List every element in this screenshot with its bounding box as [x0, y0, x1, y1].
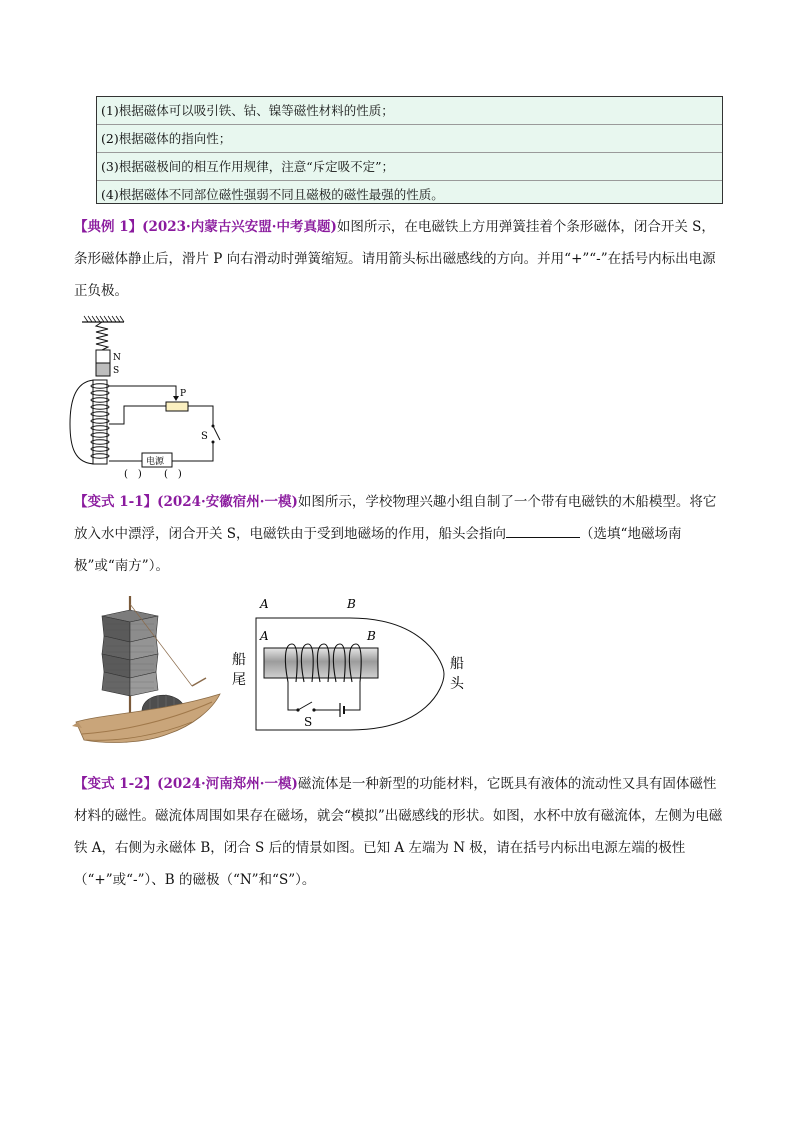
magnet-n-label: N — [113, 353, 121, 363]
switch-s-label: S — [201, 431, 208, 442]
variant2-tag: 【变式 1-2】(2024·河南郑州·一模) — [74, 776, 298, 792]
example1-tag: 【典例 1】(2023·内蒙古兴安盟·中考真题) — [74, 219, 337, 235]
outer-b-label: B — [347, 597, 356, 611]
power-source-label: 电源 — [146, 457, 165, 467]
variant2-text: 磁流体是一种新型的功能材料，它既具有液体的流动性又具有固体磁性材料的磁性。磁流体周围如果存在磁场，就会“模拟”出磁感线的形状。如图，水杯中放有磁流体，左侧为电磁铁 A，右侧为永磁体 B，闭合 S 后的情景如图。已知 A 左端为 N 极，请在括号内标出电源左端的极性（“+”或“-”）、B 的磁极（“N”和“S”）。 — [74, 776, 723, 888]
figure2-boat-schematic — [226, 592, 484, 738]
tips-box — [96, 96, 723, 204]
variant2-question — [74, 768, 728, 896]
variant1-tag: 【变式 1-1】(2024·安徽宿州·一模) — [74, 494, 298, 510]
slider-p-label: P — [180, 389, 187, 399]
inner-b-label: B — [367, 629, 376, 643]
variant1-question — [74, 486, 728, 582]
source-right-pole-blank: ( ) — [164, 469, 182, 480]
tip-item: (3)根据磁极间的相互作用规律，注意“斥定吸不定”； — [97, 153, 722, 181]
tip-item: (2)根据磁体的指向性； — [97, 125, 722, 153]
stern-label-2: 尾 — [232, 672, 246, 688]
tip-item: (1)根据磁体可以吸引铁、钴、镍等磁性材料的性质； — [97, 97, 722, 125]
example1-question — [74, 211, 728, 307]
figure1-circuit-diagram — [68, 314, 228, 480]
bow-label-1: 船 — [450, 656, 464, 672]
stern-label-1: 船 — [232, 652, 246, 668]
outer-a-label: A — [260, 597, 269, 611]
inner-a-label: A — [260, 629, 269, 643]
variant1-text-after: （选填“地磁场南极”或“南方”）。 — [74, 526, 682, 574]
answer-blank[interactable] — [506, 523, 580, 538]
switch2-s-label: S — [304, 715, 313, 729]
tip-item: (4)根据磁体不同部位磁性强弱不同且磁极的磁性最强的性质。 — [101, 187, 444, 202]
bow-label-2: 头 — [450, 676, 464, 692]
variant1-text-before: 如图所示，学校物理兴趣小组自制了一个带有电磁铁的木船模型。将它放入水中漂浮，闭合开关 S，电磁铁由于受到地磁场的作用，船头会指向 — [74, 494, 717, 542]
example1-text: 如图所示，在电磁铁上方用弹簧挂着个条形磁体，闭合开关 S，条形磁体静止后，滑片 P 向右滑动时弹簧缩短。请用箭头标出磁感线的方向。并用“+”“-”在括号内标出电源正负极。 — [74, 219, 716, 299]
source-left-pole-blank: ( ) — [124, 469, 142, 480]
wooden-boat-photo — [72, 594, 222, 754]
magnet-s-label: S — [113, 366, 120, 376]
